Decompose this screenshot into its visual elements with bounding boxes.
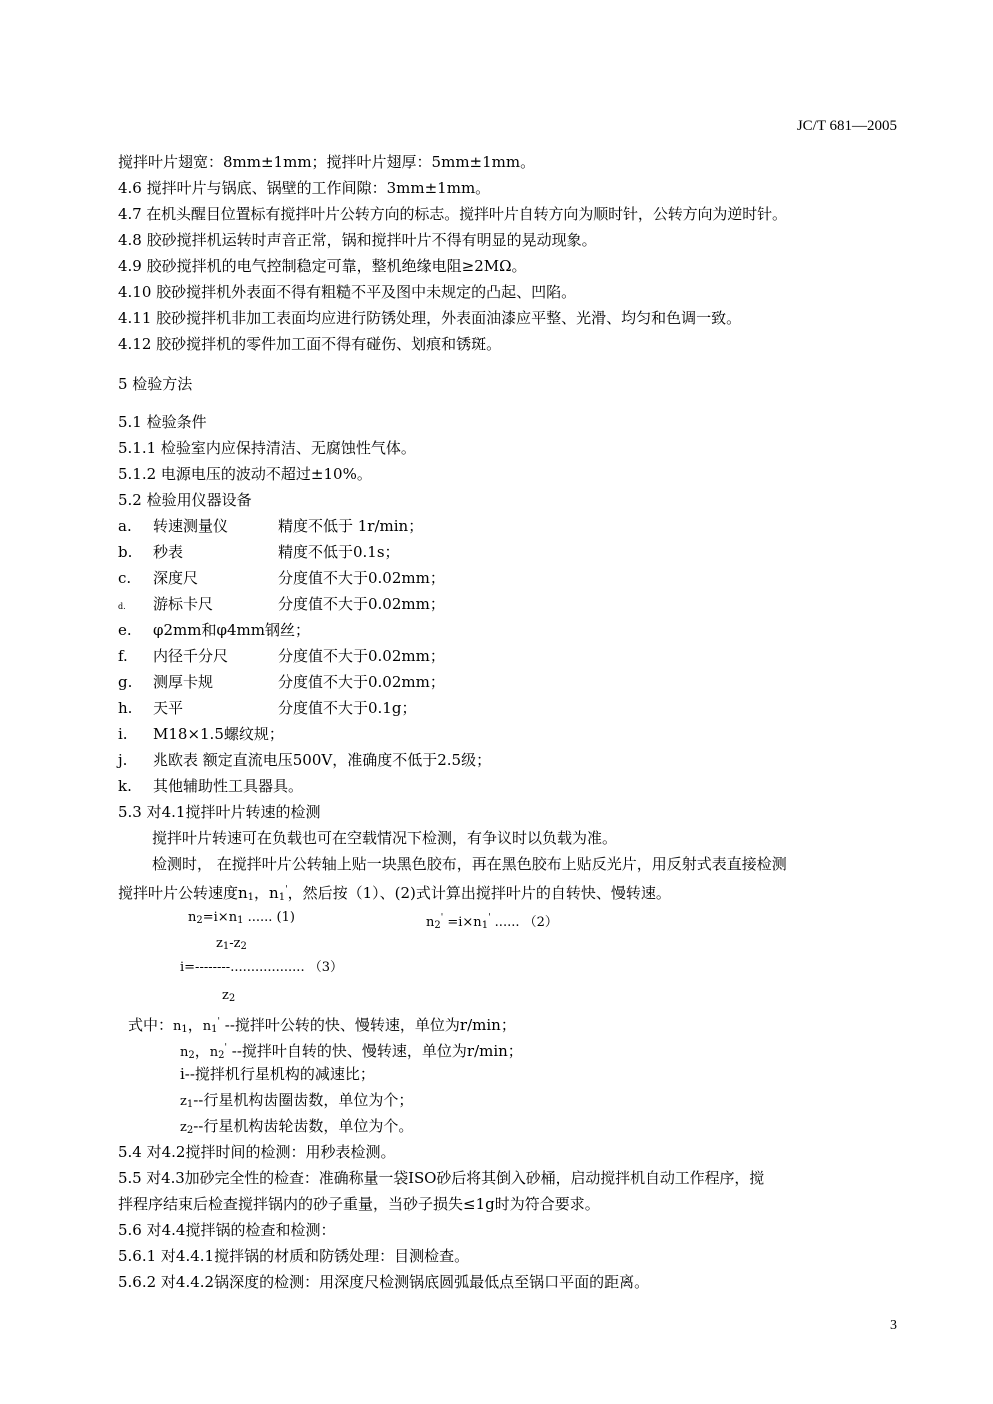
- where-line-3: i--搅拌机行星机构的减速比；: [180, 1065, 375, 1083]
- subsection-5-6: 5.6 对4.4搅拌锅的检查和检测：: [118, 1221, 336, 1239]
- list-item: h. 天平 分度值不大于0.1g；: [118, 699, 417, 717]
- where-line-5: $z_2--$行星机构齿轮齿数，单位为个。: [180, 1117, 414, 1136]
- paragraph: 检测时， 在搅拌叶片公转轴上贴一块黑色胶布，再在黑色胶布上贴反光片，用反射式表直接检测: [152, 855, 787, 873]
- page-number: 3: [890, 1318, 897, 1333]
- clause-4-11: 4.11 胶砂搅拌机非加工表面均应进行防锈处理，外表面油漆应平整、光滑、均匀和色调一致。: [118, 309, 742, 327]
- formula-3: i=--------.................. （3）: [180, 960, 343, 975]
- subsection-5-5: 5.5 对4.3加砂完全性的检查：准确称量一袋ISO砂后将其倒入砂桶，启动搅拌机自动工作程序，搅: [118, 1169, 765, 1187]
- clause-4-12: 4.12 胶砂搅拌机的零件加工面不得有碰伤、划痕和锈斑。: [118, 335, 502, 353]
- list-item: a. 转速测量仪 精度不低于 1r/min；: [118, 517, 424, 535]
- list-item: g. 测厚卡规 分度值不大于0.02mm；: [118, 673, 445, 691]
- paragraph: 拌程序结束后检查搅拌锅内的砂子重量，当砂子损失≤1g时为符合要求。: [118, 1195, 600, 1213]
- formula-2: $n_2' =i\times n_1'$ ...... （2）: [426, 913, 558, 931]
- section-5-heading: 5 检验方法: [118, 375, 193, 393]
- list-item: e. φ2mm和φ4mm钢丝；: [118, 621, 310, 639]
- clause-5-6-2: 5.6.2 对4.4.2锅深度的检测：用深度尺检测锅底圆弧最低点至锅口平面的距离。: [118, 1273, 650, 1291]
- where-line-2: $n_2$，$n_2'$ --搅拌叶自转的快、慢转速，单位为r/min；: [180, 1042, 523, 1061]
- formula-3-numerator: $z_1-z_2$: [216, 936, 247, 952]
- clause-4-8: 4.8 胶砂搅拌机运转时声音正常，锅和搅拌叶片不得有明显的晃动现象。: [118, 231, 597, 249]
- list-item: c. 深度尺 分度值不大于0.02mm；: [118, 569, 445, 587]
- list-item: f. 内径千分尺 分度值不大于0.02mm；: [118, 647, 445, 665]
- paragraph: 搅拌叶片公转速度$n_1$，$n_1'$，然后按（1）、(2)式计算出搅拌叶片的自转快、慢转速。: [118, 884, 671, 903]
- subsection-5-2: 5.2 检验用仪器设备: [118, 491, 252, 509]
- clause-4-10: 4.10 胶砂搅拌机外表面不得有粗糙不平及图中未规定的凸起、凹陷。: [118, 283, 577, 301]
- subsection-5-3: 5.3 对4.1搅拌叶片转速的检测: [118, 803, 321, 821]
- formula-1: $n_2=i\times n_1$ ...... (1): [188, 910, 295, 926]
- list-item: b. 秒表 精度不低于0.1s；: [118, 543, 400, 561]
- list-item: d. 游标卡尺 分度值不大于0.02mm；: [118, 595, 445, 613]
- subsection-5-4: 5.4 对4.2搅拌时间的检测：用秒表检测。: [118, 1143, 396, 1161]
- list-item: i. M18×1.5螺纹规；: [118, 725, 284, 743]
- list-item: j. 兆欧表 额定直流电压500V，准确度不低于2.5级；: [118, 751, 492, 769]
- paragraph: 搅拌叶片转速可在负载也可在空载情况下检测，有争议时以负载为准。: [152, 829, 618, 847]
- subsection-5-1: 5.1 检验条件: [118, 413, 207, 431]
- clause-4-6: 4.6 搅拌叶片与锅底、锅壁的工作间隙：3mm±1mm。: [118, 179, 491, 197]
- clause-4-9: 4.9 胶砂搅拌机的电气控制稳定可靠，整机绝缘电阻≥2MΩ。: [118, 257, 527, 275]
- list-item: k. 其他辅助性工具器具。: [118, 777, 304, 795]
- clause-4-7: 4.7 在机头醒目位置标有搅拌叶片公转方向的标志。搅拌叶片自转方向为顺时针，公转方向为逆时针。: [118, 205, 787, 223]
- formula-3-denominator: $z_2$: [222, 988, 236, 1004]
- clause-5-6-1: 5.6.1 对4.4.1搅拌锅的材质和防锈处理：目测检查。: [118, 1247, 470, 1265]
- standard-number: JC/T 681—2005: [796, 118, 897, 134]
- text-line: 搅拌叶片翅宽：8mm±1mm；搅拌叶片翅厚：5mm±1mm。: [118, 153, 536, 171]
- clause-5-1-1: 5.1.1 检验室内应保持清洁、无腐蚀性气体。: [118, 439, 416, 457]
- where-line-4: $z_1--$行星机构齿圈齿数，单位为个；: [180, 1091, 414, 1110]
- clause-5-1-2: 5.1.2 电源电压的波动不超过±10%。: [118, 465, 372, 483]
- where-line-1: 式中：$n_1$，$n_1'$ --搅拌叶公转的快、慢转速，单位为r/min；: [128, 1016, 516, 1035]
